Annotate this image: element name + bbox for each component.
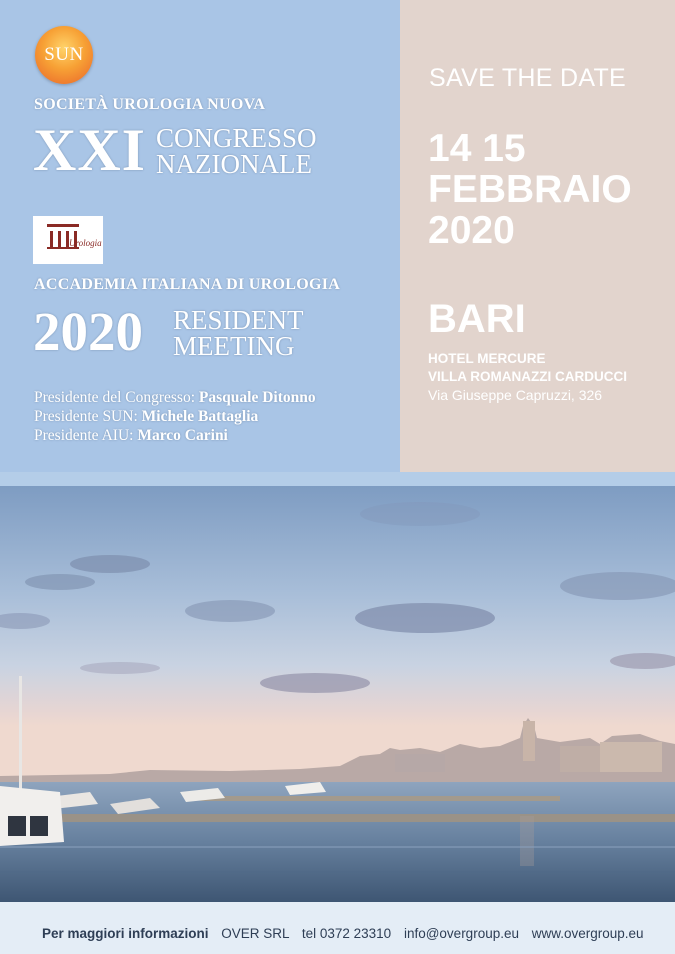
congress-title bbox=[156, 125, 317, 177]
congress-number: XXI bbox=[33, 117, 147, 183]
footer-label: Per maggiori informazioni bbox=[42, 926, 209, 941]
congress-title-line2: NAZIONALE bbox=[156, 149, 312, 179]
event-hotel bbox=[428, 350, 627, 386]
meeting-title bbox=[173, 307, 304, 359]
event-city: BARI bbox=[428, 297, 526, 341]
sun-logo-text: SUN bbox=[44, 44, 84, 65]
society-name: SOCIETÀ UROLOGIA NUOVA bbox=[34, 96, 266, 113]
congress-title-line1: CONGRESSO bbox=[156, 123, 317, 153]
event-year: 2020 bbox=[428, 209, 515, 252]
academy-name: ACCADEMIA ITALIANA DI UROLOGIA bbox=[34, 276, 341, 293]
event-month: FEBBRAIO bbox=[428, 168, 632, 211]
event-dates bbox=[428, 128, 632, 251]
event-days: 14 15 bbox=[428, 127, 526, 170]
save-the-date: SAVE THE DATE bbox=[429, 64, 627, 92]
meeting-title-line1: RESIDENT bbox=[173, 305, 304, 335]
presidents-list bbox=[34, 388, 316, 445]
divider-band bbox=[0, 472, 675, 486]
event-address: Via Giuseppe Capruzzi, 326 bbox=[428, 387, 603, 403]
meeting-year: 2020 bbox=[33, 301, 143, 362]
president-congress: Presidente del Congresso: Pasquale Ditonno bbox=[34, 389, 316, 406]
meeting-title-line2: MEETING bbox=[173, 331, 295, 361]
president-aiu: Presidente AIU: Marco Carini bbox=[34, 427, 228, 444]
footer bbox=[0, 902, 675, 954]
president-sun: Presidente SUN: Michele Battaglia bbox=[34, 408, 259, 425]
footer-email[interactable]: info@overgroup.eu bbox=[403, 926, 519, 941]
footer-website[interactable]: www.overgroup.eu bbox=[531, 926, 644, 941]
hotel-line2: VILLA ROMANAZZI CARDUCCI bbox=[428, 369, 627, 384]
footer-line bbox=[42, 926, 644, 941]
footer-phone: tel 0372 23310 bbox=[301, 926, 392, 941]
footer-company: OVER SRL bbox=[221, 926, 290, 941]
aiu-logo bbox=[33, 216, 103, 264]
harbor-photo bbox=[0, 486, 675, 902]
sun-logo-icon bbox=[35, 26, 93, 84]
aiu-logo-script: Urologia bbox=[69, 238, 102, 248]
hotel-line1: HOTEL MERCURE bbox=[428, 351, 546, 366]
